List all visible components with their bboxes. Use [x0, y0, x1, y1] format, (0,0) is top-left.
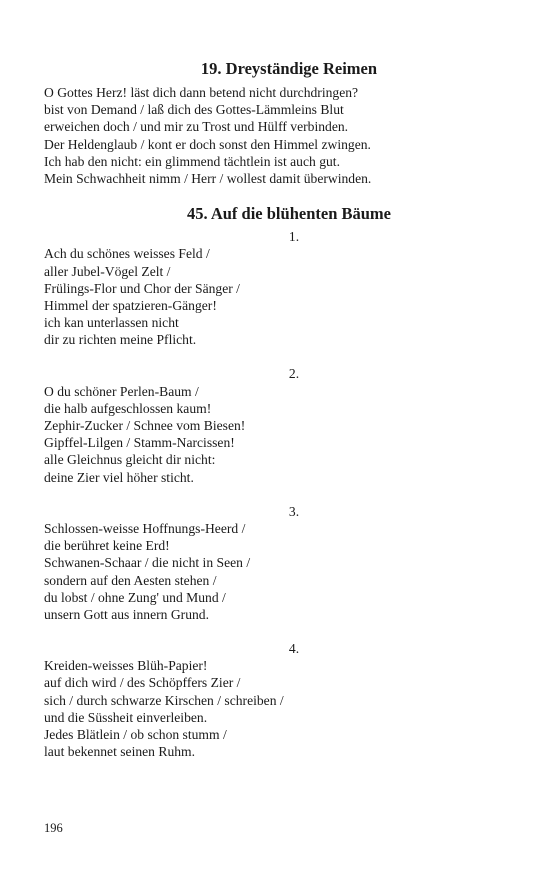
verse-line: alle Gleichnus gleicht dir nicht:	[44, 452, 216, 468]
stanza-number: 3.	[288, 503, 300, 519]
verse-line: Mein Schwachheit nimm / Herr / wollest damit überwinden.	[44, 170, 372, 186]
verse-line: laut bekennet seinen Ruhm.	[44, 744, 196, 760]
verse-line: Himmel der spatzieren-Gänger!	[44, 297, 217, 313]
stanza-number: 1.	[288, 229, 300, 245]
verse-line: Der Heldenglaub / kont er doch sonst den Himmel zwingen.	[44, 136, 371, 152]
verse-line: deine Zier viel höher sticht.	[44, 469, 194, 485]
verse-line: Ach du schönes weisses Feld /	[44, 246, 210, 262]
stanza	[44, 365, 514, 485]
verse-line: sich / durch schwarze Kirschen / schreiben /	[44, 692, 284, 708]
verse-line: O du schöner Perlen-Baum /	[44, 383, 199, 399]
stanza-number: 2.	[288, 366, 300, 382]
poem-45	[44, 203, 514, 760]
page-body	[44, 58, 514, 760]
verse-line: die halb aufgeschlossen kaum!	[44, 400, 212, 416]
verse-line: Jedes Blätlein / ob schon stumm /	[44, 727, 227, 742]
poem-title: 45. Auf die blühenten Bäume	[187, 204, 391, 224]
verse-line: Ich hab den nicht: ein glimmend tächtlein ist auch gut.	[44, 153, 340, 169]
verse-line: O Gottes Herz! läst dich dann betend nicht durchdringen?	[44, 85, 359, 100]
verse-line: du lobst / ohne Zung' und Mund /	[44, 589, 226, 605]
verse-line: bist von Demand / laß dich des Gottes-Lämmleins Blut	[44, 102, 344, 118]
verse-line: Schwanen-Schaar / die nicht in Seen /	[44, 555, 251, 571]
stanza	[44, 228, 514, 348]
verse-line: Frülings-Flor und Chor der Sänger /	[44, 280, 240, 296]
stanza	[44, 503, 514, 623]
poem-title: 19. Dreyständige Reimen	[200, 59, 378, 78]
verse-line: erweichen doch / und mir zu Trost und Hülff verbinden.	[44, 119, 349, 135]
verse-line: aller Jubel-Vögel Zelt /	[44, 263, 171, 279]
verse-line: die berühret keine Erd!	[44, 538, 170, 554]
verse-line: Schlossen-weisse Hoffnungs-Heerd /	[44, 520, 246, 536]
verse-line: ich kan unterlassen nicht	[44, 315, 179, 331]
verse-line: Gipffel-Lilgen / Stamm-Narcissen!	[44, 435, 235, 451]
poem-19	[44, 58, 514, 187]
verse-line: Kreiden-weisses Blüh-Papier!	[44, 658, 208, 674]
verse-line: dir zu richten meine Pflicht.	[44, 332, 197, 348]
verse-line: Zephir-Zucker / Schnee vom Biesen!	[44, 418, 246, 433]
stanza	[44, 640, 514, 760]
page-number: 196	[44, 821, 63, 835]
verse-line: sondern auf den Aesten stehen /	[44, 572, 217, 588]
verse-line: und die Süssheit einverleiben.	[44, 709, 208, 725]
poem-lines	[44, 84, 514, 187]
verse-line: unsern Gott aus innern Grund.	[44, 606, 209, 622]
verse-line: auf dich wird / des Schöpffers Zier /	[44, 675, 241, 691]
stanza-number: 4.	[288, 641, 300, 657]
